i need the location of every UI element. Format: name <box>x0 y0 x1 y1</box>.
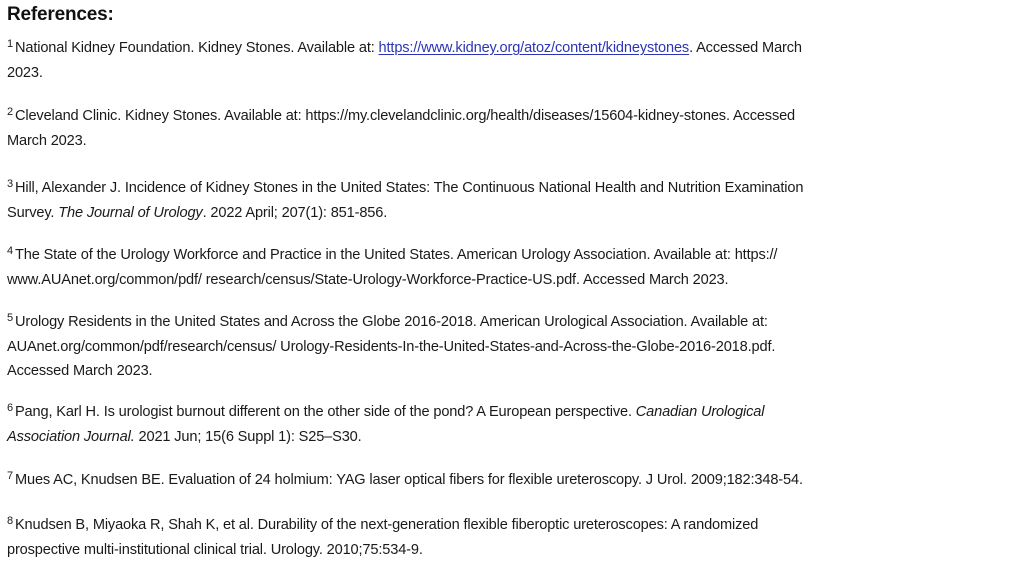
reference-number: 2 <box>7 106 13 118</box>
reference-8-line-1: $^8$ Knudsen B, Miyaoka R, Shah K, et al. Durability of the next-generation flexible fiberoptic ureteroscopes: A randomized <box>7 515 759 533</box>
reference-4-line-2: www.AUAnet.org/common/pdf/ research/census/State-Urology-Workforce-Practice-US.pdf. Accessed March 2023. <box>7 272 729 288</box>
references-heading: References: <box>7 4 114 25</box>
reference-item-3 <box>7 176 1007 225</box>
reference-item-5 <box>7 310 1007 383</box>
kidney-org-link[interactable]: https://www.kidney.org/atoz/content/kidneystones <box>378 40 690 56</box>
reference-6-line-2: Association Journal. 2021 Jun; 15(6 Suppl 1): S25–S30. <box>7 429 362 445</box>
reference-item-7 <box>7 468 1007 493</box>
reference-4-line-1: $^4$ The State of the Urology Workforce and Practice in the United States. American Urology Association. Available at: https:// <box>7 245 778 263</box>
reference-item-2 <box>7 104 1007 153</box>
reference-7-line-1: $^7$ Mues AC, Knudsen BE. Evaluation of 24 holmium: YAG laser optical fibers for flexible ureteroscopy. J Urol. 2009;182:348-54. <box>7 470 803 488</box>
reference-number: 1 <box>7 38 13 50</box>
reference-1-line-1: $^1$ National Kidney Foundation. Kidney Stones. Available at: https://www.kidney.org/atoz/content/kidneystones. Accessed March <box>7 38 802 56</box>
reference-8-line-2: prospective multi-institutional clinical trial. Urology. 2010;75:534-9. <box>7 542 423 558</box>
reference-5-line-1: $^5$ Urology Residents in the United States and Across the Globe 2016-2018. American Urological Association. Available at: <box>7 312 768 330</box>
reference-5-line-2: AUAnet.org/common/pdf/research/census/ Urology-Residents-In-the-United-States-and-Across-the-Globe-2016-2018.pdf. <box>7 339 776 355</box>
reference-item-4 <box>7 243 1007 292</box>
reference-item-6 <box>7 400 1007 449</box>
journal-title: The Journal of Urology <box>58 205 203 221</box>
reference-number: 5 <box>7 312 13 324</box>
journal-title: Canadian Urological <box>635 404 765 420</box>
journal-title-continued: Association Journal. <box>7 429 135 445</box>
reference-item-8 <box>7 513 1007 562</box>
reference-2-line-1: $^2$ Cleveland Clinic. Kidney Stones. Available at: https://my.clevelandclinic.org/health/diseases/15604-kidney-stones. Accessed <box>7 106 796 124</box>
reference-number: 6 <box>7 402 13 414</box>
reference-3-line-1: $^3$ Hill, Alexander J. Incidence of Kidney Stones in the United States: The Continuous National Health and Nutrition Examination <box>7 178 804 196</box>
reference-3-line-2: Survey. The Journal of Urology. 2022 April; 207(1): 851-856. <box>7 205 388 221</box>
reference-number: 3 <box>7 178 13 190</box>
reference-2-line-2: March 2023. <box>7 133 87 149</box>
reference-6-line-1: $^6$ Pang, Karl H. Is urologist burnout different on the other side of the pond? A European perspective. Canadian Urological <box>7 402 765 420</box>
reference-5-line-3: Accessed March 2023. <box>7 363 153 379</box>
reference-number: 7 <box>7 470 13 482</box>
reference-item-1 <box>7 36 1007 85</box>
reference-number: 8 <box>7 515 13 527</box>
reference-1-line-2: 2023. <box>7 65 43 81</box>
reference-number: 4 <box>7 245 13 257</box>
